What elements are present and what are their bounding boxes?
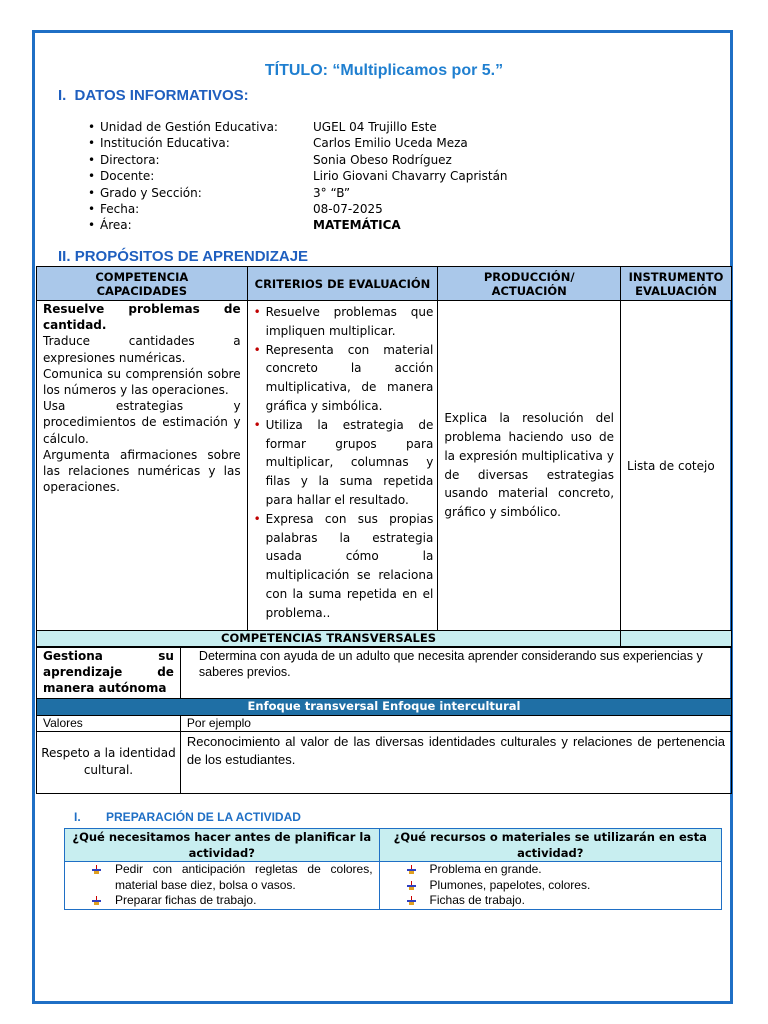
section-label: DATOS INFORMATIVOS: [74,87,249,104]
header-competencia: COMPETENCIA CAPACIDADES [37,267,248,301]
list-item: Problema en grande. [380,862,721,878]
valores-label: Valores [37,715,181,731]
info-row [88,152,508,168]
list-item: Preparar fichas de trabajo. [65,893,373,909]
info-value: UGEL 04 Trujillo Este [313,120,437,134]
capacidades-cell [37,301,248,631]
section-datos-informativos [58,87,249,104]
info-label: Unidad de Gestión Educativa: [100,120,278,134]
page-title: TÍTULO: “Multiplicamos por 5.” [264,62,504,79]
capacidad-item: Usa estrategias y procedimientos de estimación y cálculo. [43,399,241,446]
info-row [88,217,508,233]
section-label: PREPARACIÓN DE LA ACTIVIDAD [106,810,301,824]
competencia-title: Resuelve problemas de cantidad. [43,302,241,333]
criterios-cell [247,301,438,631]
diamond-arrow-bullet-icon [407,865,416,874]
info-value: Sonia Obeso Rodríguez [313,152,452,167]
prep-before-cell [65,862,380,910]
capacidad-item: Comunica su comprensión sobre los números y las operaciones. [43,366,241,398]
header-instrumento: INSTRUMENTO EVALUACIÓN [621,267,732,301]
purpose-table [36,266,732,648]
info-label: Área: [100,218,132,233]
bullet-icon: • [88,120,96,134]
info-value: MATEMÁTICA [313,218,401,233]
criterio-item: • Resuelve problemas que impliquen multiplicar. [252,303,434,341]
bullet-icon: • [88,169,96,184]
transversal-desc: Determina con ayuda de un adulto que necesita aprender considerando sus experiencias y saberes previos. [180,647,731,699]
section-number: II. [58,248,71,265]
info-label: Institución Educativa: [100,136,230,151]
info-value: 08-07-2025 [313,201,383,216]
section-preparacion [74,810,301,824]
section-number: I. [58,87,67,104]
info-row [88,119,508,135]
bullet-icon: • [88,136,96,151]
bullet-icon: • [88,185,96,200]
section-label: PROPÓSITOS DE APRENDIZAJE [74,248,309,265]
capacidad-item: Argumenta afirmaciones sobre las relaciones numéricas y las operaciones. [43,447,241,495]
valor-cell: Respeto a la identidad cultural. [37,731,181,793]
bullet-icon: • [88,218,96,233]
criterio-item: • Expresa con sus propias palabras la estrategia usada cómo la multiplicación se relaciona con la suma repetida en el problema.. [252,510,434,623]
header-criterios: CRITERIOS DE EVALUACIÓN [247,267,438,301]
diamond-arrow-bullet-icon [92,896,101,905]
info-row [88,135,508,151]
info-row [88,185,508,201]
info-label: Grado y Sección: [100,185,202,200]
header-produccion: PRODUCCIÓN/ ACTUACIÓN [438,267,621,301]
bullet-icon: • [88,201,96,216]
info-row [88,168,508,184]
info-list [88,119,508,234]
list-item: Plumones, papelotes, colores. [380,878,721,894]
info-row [88,201,508,217]
prep-header-resources: ¿Qué recursos o materiales se utilizarán en esta actividad? [379,829,721,862]
instrumento-cell: Lista de cotejo [621,301,732,631]
prep-table [64,828,722,910]
criterio-item: • Utiliza la estrategia de formar grupos para multiplicar, columnas y filas y la suma repetida para hallar el resultado. [252,416,434,510]
diamond-arrow-bullet-icon [407,896,416,905]
info-label: Directora: [100,152,160,167]
info-value: Lirio Giovani Chavarry Capristán [313,169,508,184]
ejemplo-cell: Reconocimiento al valor de las diversas identidades culturales y relaciones de pertenencia de los estudiantes. [180,731,731,793]
section-propositos [58,248,308,265]
info-value: 3° “B” [313,185,351,200]
criterio-item: • Representa con material concreto la acción multiplicativa, de manera gráfica y simbólica. [252,341,434,416]
info-label: Fecha: [100,201,140,216]
list-item: Pedir con anticipación regletas de colores, material base diez, bolsa o vasos. [65,862,373,893]
info-label: Docente: [100,169,155,184]
produccion-cell: Explica la resolución del problema haciendo uso de la expresión multiplicativa y de diversas estrategias usando material concreto, gráfico y simbólico. [438,301,621,631]
capacidad-item: Traduce cantidades a expresiones numéricas. [43,334,241,365]
info-value: Carlos Emilio Uceda Meza [313,136,468,151]
diamond-arrow-bullet-icon [92,865,101,874]
transversal-table [36,646,732,794]
enfoque-header: Enfoque transversal Enfoque intercultural [37,698,732,715]
ejemplo-label: Por ejemplo [180,715,731,731]
section-number: I. [74,810,81,824]
list-item: Fichas de trabajo. [380,893,721,909]
transversal-name: Gestiona su aprendizaje de manera autónoma [37,647,181,699]
bullet-icon: • [88,152,96,167]
prep-resources-cell [379,862,721,910]
prep-header-before: ¿Qué necesitamos hacer antes de planificar la actividad? [65,829,380,862]
transversales-header: COMPETENCIAS TRANSVERSALES [37,631,621,648]
transversales-header-empty [621,631,732,648]
diamond-arrow-bullet-icon [407,881,416,890]
